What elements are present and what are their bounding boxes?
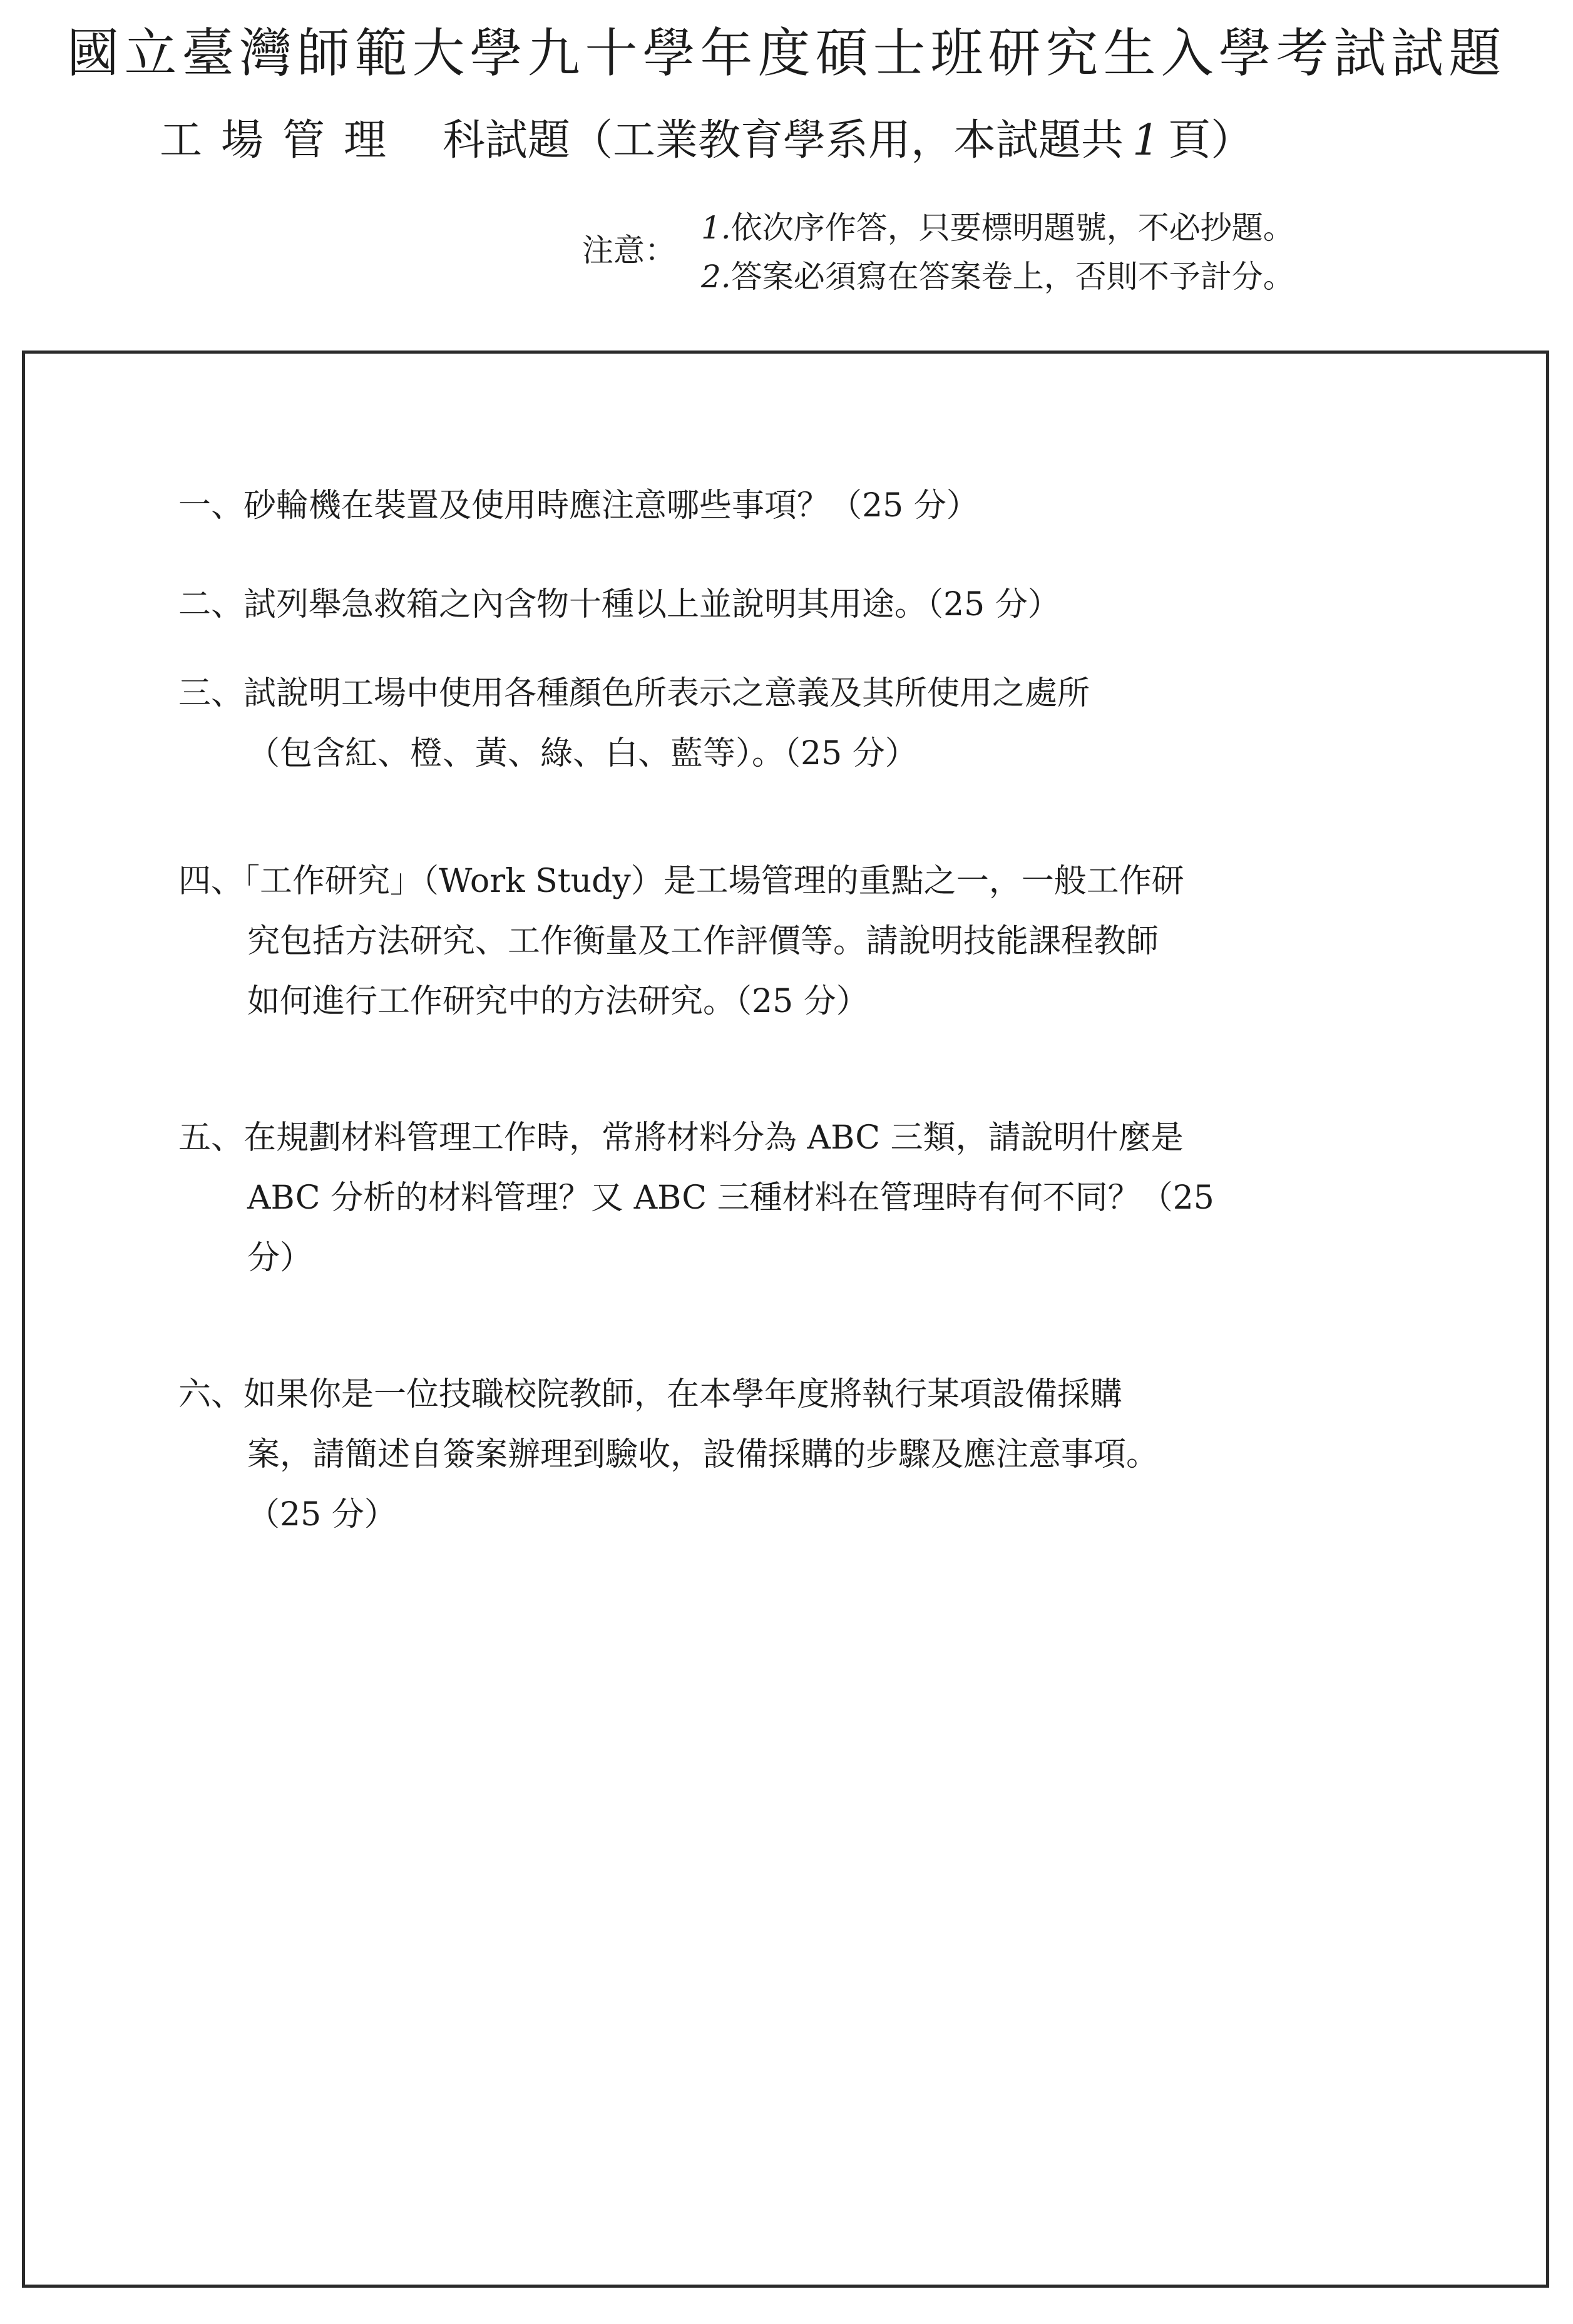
- question-line: 六、如果你是一位技職校院教師，在本學年度將執行某項設備採購: [178, 1376, 1123, 1413]
- question-line: （25 分）: [247, 1496, 397, 1533]
- question-line: （包含紅、橙、黃、綠、白、藍等）。（25 分）: [247, 735, 918, 772]
- notice-item-text: 依次序作答，只要標明題號，不必抄題。: [730, 210, 1294, 246]
- question-line: 案，請簡述自簽案辦理到驗收，設備採購的步驟及應注意事項。: [247, 1436, 1159, 1473]
- question-2: [178, 575, 1305, 635]
- subject-name: 工場管理: [160, 116, 406, 165]
- question-line: 五、在規劃材料管理工作時，常將材料分為 ABC 三類，請說明什麼是: [178, 1119, 1184, 1157]
- notice-block: [582, 203, 1458, 304]
- notice-list: [701, 203, 1294, 301]
- question-line: ABC 分析的材料管理？又 ABC 三種材料在管理時有何不同？（25: [247, 1179, 1214, 1217]
- subtitle-end: 頁）: [1168, 116, 1254, 165]
- notice-item-text: 答案必須寫在答案卷上，否則不予計分。: [730, 259, 1294, 295]
- question-4: [178, 851, 1305, 1031]
- notice-item-number: 2.: [701, 259, 731, 295]
- question-line: 四、「工作研究」（Work Study）是工場管理的重點之一，一般工作研: [178, 863, 1184, 900]
- exam-title: 國立臺灣師範大學九十學年度碩士班研究生入學考試試題: [66, 23, 1507, 84]
- question-line: 如何進行工作研究中的方法研究。（25 分）: [247, 983, 869, 1020]
- notice-item: [701, 203, 1294, 252]
- question-1: [178, 476, 1305, 536]
- question-6: [178, 1364, 1305, 1545]
- subtitle-text: 科試題（工業教育學系用，本試題共: [443, 116, 1124, 165]
- question-line: 究包括方法研究、工作衡量及工作評價等。請說明技能課程教師: [247, 923, 1159, 960]
- question-line: 一、砂輪機在裝置及使用時應注意哪些事項？（25 分）: [178, 487, 979, 525]
- question-frame: [22, 351, 1549, 2288]
- page-count: 1: [1132, 116, 1160, 165]
- notice-label: 注意：: [582, 232, 676, 269]
- question-line: 二、試列舉急救箱之內含物十種以上並說明其用途。（25 分）: [178, 586, 1060, 623]
- notice-item: [701, 252, 1294, 301]
- exam-subtitle: [160, 110, 1253, 172]
- question-line: 三、試說明工場中使用各種顏色所表示之意義及其所使用之處所: [178, 675, 1090, 712]
- notice-item-number: 1.: [701, 210, 731, 246]
- question-5: [178, 1108, 1305, 1288]
- question-3: [178, 663, 1305, 784]
- question-line: 分）: [247, 1239, 313, 1277]
